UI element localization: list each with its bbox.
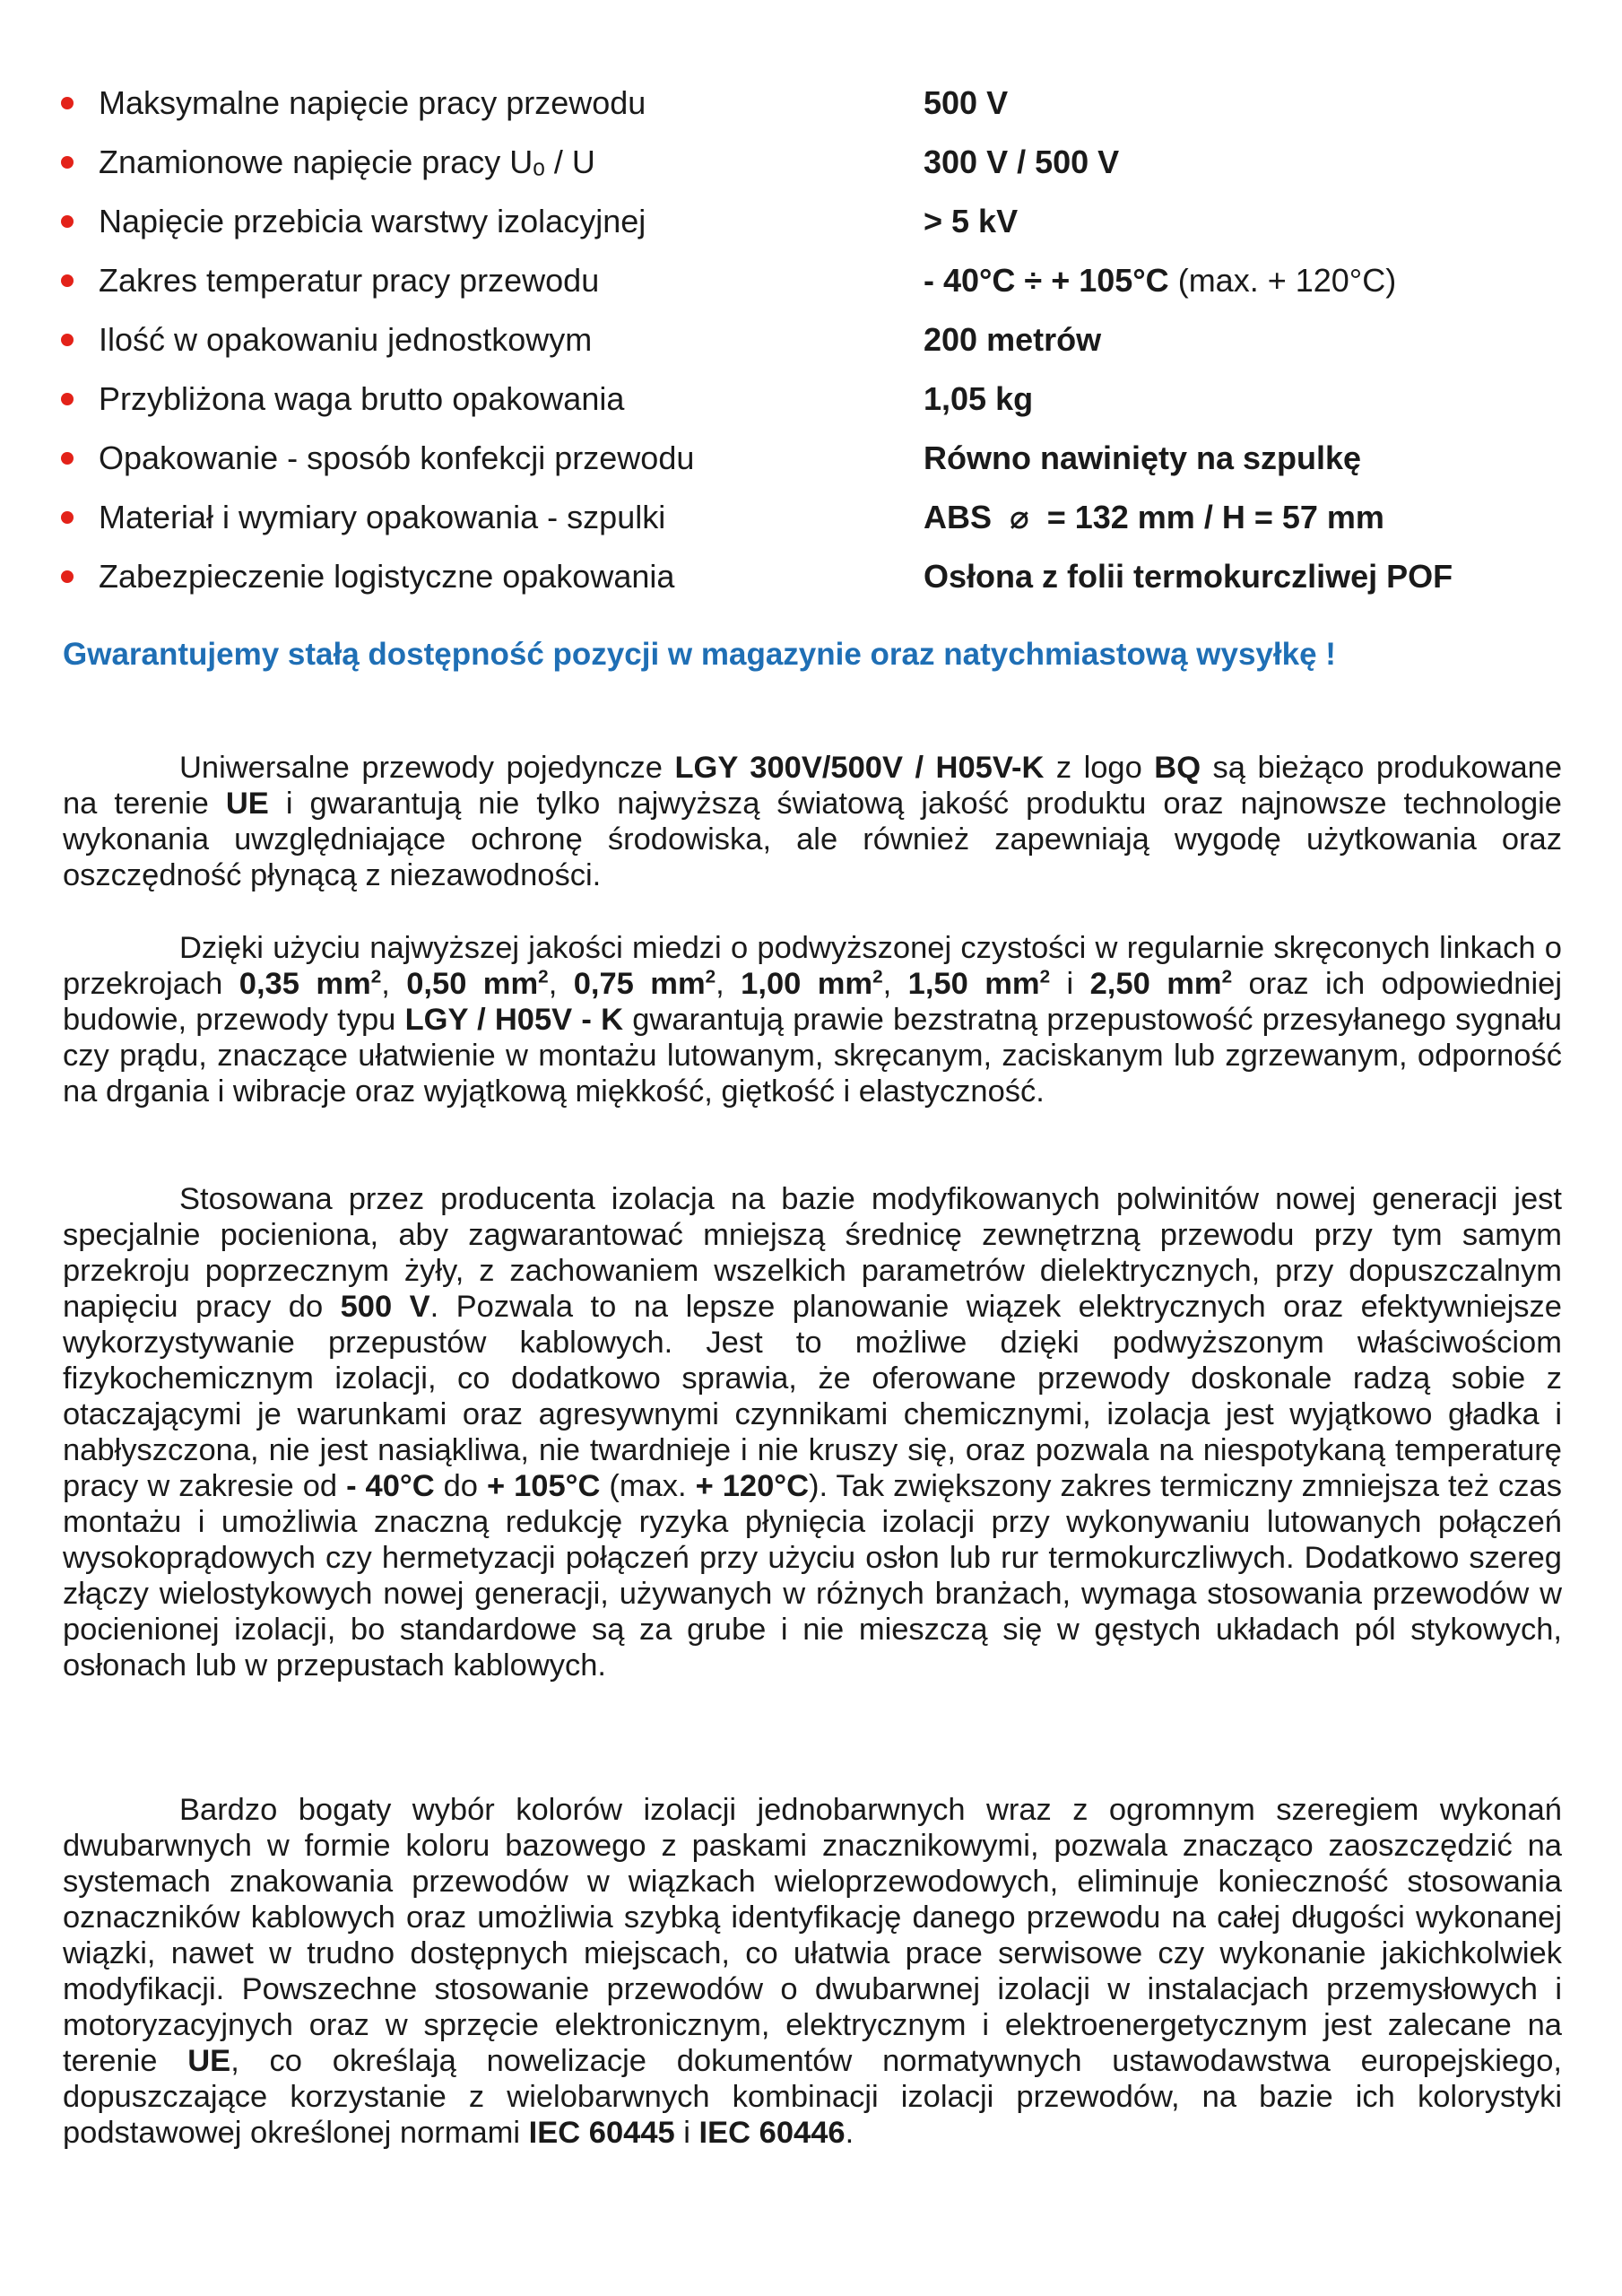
- spec-value: 1,05 kg: [924, 380, 1034, 417]
- text: . Pozwala to na lepsze planowanie wiązek elektrycznych oraz efektywniejsze wykorzystywanie przepustów kablowych. Jest to możliwe dzięki podwyższonym właściwościom fizykochemicznym izolacji, co dodatkowo sprawia, że oferowane przewody doskonale radzą sobie z otaczającymi je warunkami oraz agresywnymi czynnikami chemicznymi, izolacja jest wyjątkowo gładka i nabłyszczona, nie jest nasiąkliwa, nie twardnieje i nie kruszy się, oraz pozwala na niespotykaną temperaturę pracy w zakresie od: [63, 1290, 1562, 1503]
- guarantee-heading: Gwarantujemy stałą dostępność pozycji w magazynie oraz natychmiastową wysyłkę !: [63, 637, 1336, 672]
- spec-value-material: ABS: [924, 499, 993, 535]
- spec-label: Napięcie przebicia warstwy izolacyjnej: [99, 203, 646, 239]
- spec-value: Osłona z folii termokurczliwej POF: [924, 558, 1453, 595]
- superscript: 2: [1039, 966, 1051, 987]
- spec-row: [56, 312, 1580, 371]
- bullet-icon: [61, 511, 74, 524]
- paragraph-copper: [63, 930, 1562, 1109]
- text: ,: [716, 967, 742, 1001]
- text: i: [674, 2116, 699, 2150]
- diameter-icon: ⌀: [1010, 499, 1029, 535]
- spec-label: Maksymalne napięcie pracy przewodu: [99, 84, 646, 121]
- spec-list: [56, 75, 1580, 608]
- bullet-icon: [61, 393, 74, 405]
- spec-value: [924, 253, 1396, 309]
- text: ). Tak zwiększony zakres termiczny zmniejsza też czas montażu i umożliwia znaczną redukcję ryzyka płynięcia izolacji przy wykonywaniu lutowanych połączeń wysokoprądowych czy hermetyzacji połączeń przy użyciu osłon lub rur termokurczliwych. Dodatkowo szereg złączy wielostykowych nowej generacji, używanych w różnych branżach, wymaga stosowania przewodów w pocienionej izolacji, bo standardowe są za grube i nie mieszczą się w gęstych układach pól stykowych, osłonach lub w przepustach kablowych.: [63, 1469, 1562, 1683]
- text: , co określają nowelizacje dokumentów normatywnych ustawodawstwa europejskiego, dopuszczające korzystanie z wielobarwnych kombinacji izolacji przewodów, na bazie ich kolorystyki podstawowej określonej normami: [63, 2044, 1562, 2150]
- spec-label: Zakres temperatur pracy przewodu: [99, 262, 600, 299]
- text: 1,00 mm: [741, 967, 873, 1001]
- bullet-icon: [61, 452, 74, 465]
- spec-row: [56, 430, 1580, 490]
- text: .: [845, 2116, 854, 2150]
- paragraph-colors: [63, 1792, 1562, 2151]
- text: są bieżąco produkowane na terenie: [63, 751, 1563, 821]
- spec-value: 300 V / 500 V: [924, 144, 1120, 180]
- bold-text: LGY / H05V - K: [404, 1003, 624, 1037]
- text: oraz ich odpowiedniej budowie, przewody typu: [63, 967, 1562, 1037]
- bold-text: [239, 967, 381, 1001]
- superscript: 2: [538, 966, 549, 987]
- spec-value-main: - 40°C ÷ + 105°C: [924, 262, 1169, 299]
- spec-value: [924, 490, 1384, 545]
- bold-text: UE: [225, 787, 269, 821]
- spec-value: > 5 kV: [924, 203, 1019, 239]
- bold-text: [406, 967, 548, 1001]
- bold-text: + 105°C: [486, 1469, 601, 1503]
- paragraph-intro: [63, 750, 1562, 893]
- text: do: [434, 1469, 487, 1503]
- bold-text: 500 V: [340, 1290, 430, 1324]
- bold-text: [908, 967, 1050, 1001]
- spec-label: Zabezpieczenie logistyczne opakowania: [99, 558, 675, 595]
- spec-label: Przybliżona waga brutto opakowania: [99, 380, 625, 417]
- spec-row: [56, 549, 1580, 608]
- text: Dzięki użyciu najwyższej jakości miedzi o podwyższonej czystości w regularnie skręconych linkach o przekrojach: [63, 931, 1562, 1001]
- bullet-icon: [61, 215, 74, 228]
- bullet-icon: [61, 570, 74, 583]
- superscript: 2: [370, 966, 382, 987]
- bold-text: LGY 300V/500V / H05V-K: [674, 751, 1045, 785]
- bold-text: UE: [187, 2044, 231, 2078]
- spec-row: [56, 371, 1580, 430]
- text: Uniwersalne przewody pojedyncze: [179, 751, 675, 785]
- spec-row: [56, 253, 1580, 312]
- spec-row: [56, 490, 1580, 549]
- text: 0,75 mm: [573, 967, 706, 1001]
- spec-label: Opakowanie - sposób konfekcji przewodu: [99, 439, 695, 476]
- text: z logo: [1044, 751, 1155, 785]
- spec-row: [56, 75, 1580, 135]
- spec-label: Znamionowe napięcie pracy Uₒ / U: [99, 144, 595, 180]
- bold-text: [741, 967, 882, 1001]
- spec-row: [56, 135, 1580, 194]
- bullet-icon: [61, 156, 74, 169]
- spec-label: Ilość w opakowaniu jednostkowym: [99, 321, 593, 358]
- spec-label: Materiał i wymiary opakowania - szpulki: [99, 499, 666, 535]
- bold-text: BQ: [1154, 751, 1201, 785]
- paragraph-insulation: [63, 1181, 1562, 1683]
- text: gwarantują prawie bezstratną przepustowość przesyłanego sygnału czy prądu, znaczące ułatwienie w montażu lutowanym, skręcanym, zaciskanym lub zgrzewanym, odporność na drgania i wibracje oraz wyjątkową miękkość, giętkość i elastyczność.: [63, 1003, 1562, 1109]
- bullet-icon: [61, 334, 74, 346]
- spec-value-dimensions: = 132 mm / H = 57 mm: [1046, 499, 1384, 535]
- text: 2,50 mm: [1089, 967, 1222, 1001]
- text: 1,50 mm: [907, 967, 1040, 1001]
- bold-text: IEC 60445: [528, 2116, 675, 2150]
- spec-row: [56, 194, 1580, 253]
- text: 0,35 mm: [239, 967, 371, 1001]
- spec-value-note: (max. + 120°C): [1177, 262, 1397, 299]
- bold-text: [574, 967, 716, 1001]
- text: Bardzo bogaty wybór kolorów izolacji jednobarwnych wraz z ogromnym szeregiem wykonań dwubarwnych w formie koloru bazowego z paskami znacznikowymi, pozwala znacząco zaoszczędzić na systemach znakowania przewodów w wiązkach wieloprzewodowych, eliminuje konieczność stosowania oznaczników kablowych oraz umożliwia szybką identyfikację danego przewodu na całej długości wykonanej wiązki, nawet w trudno dostępnych miejscach, co ułatwia prace serwisowe czy wykonanie jakichkolwiek modyfikacji. Powszechne stosowanie przewodów o dwubarwnej izolacji w instalacjach przemysłowych i motoryzacyjnych oraz w sprzęcie elektronicznym, elektrycznym i elektroenergetycznym jest zalecane na terenie: [63, 1793, 1562, 2078]
- spec-value: 200 metrów: [924, 321, 1102, 358]
- superscript: 2: [705, 966, 716, 987]
- superscript: 2: [1221, 966, 1233, 987]
- bold-text: [1090, 967, 1232, 1001]
- text: (max.: [600, 1469, 696, 1503]
- bold-text: + 120°C: [695, 1469, 809, 1503]
- text: 0,50 mm: [406, 967, 539, 1001]
- text: ,: [381, 967, 407, 1001]
- text: ,: [548, 967, 574, 1001]
- bold-text: IEC 60446: [698, 2116, 846, 2150]
- text: Stosowana przez producenta izolacja na bazie modyfikowanych polwinitów nowej generacji jest specjalnie pocieniona, aby zagwarantować mniejszą średnicę zewnętrzną przewodu przy tym samym przekroju poprzecznym żyły, z zachowaniem wszelkich parametrów dielektrycznych, przy dopuszczalnym napięciu pracy do: [63, 1182, 1562, 1324]
- superscript: 2: [872, 966, 883, 987]
- spec-value: Równo nawinięty na szpulkę: [924, 439, 1362, 476]
- text: ,: [882, 967, 908, 1001]
- text: i gwarantują nie tylko najwyższą światową jakość produktu oraz najnowsze technologie wykonania uwzględniające ochronę środowiska, ale również zapewniają wygodę użytkowania oraz oszczędność płynącą z niezawodności.: [63, 787, 1562, 892]
- bullet-icon: [61, 97, 74, 109]
- spec-value: 500 V: [924, 84, 1009, 121]
- text: i: [1050, 967, 1090, 1001]
- bullet-icon: [61, 274, 74, 287]
- bold-text: - 40°C: [346, 1469, 435, 1503]
